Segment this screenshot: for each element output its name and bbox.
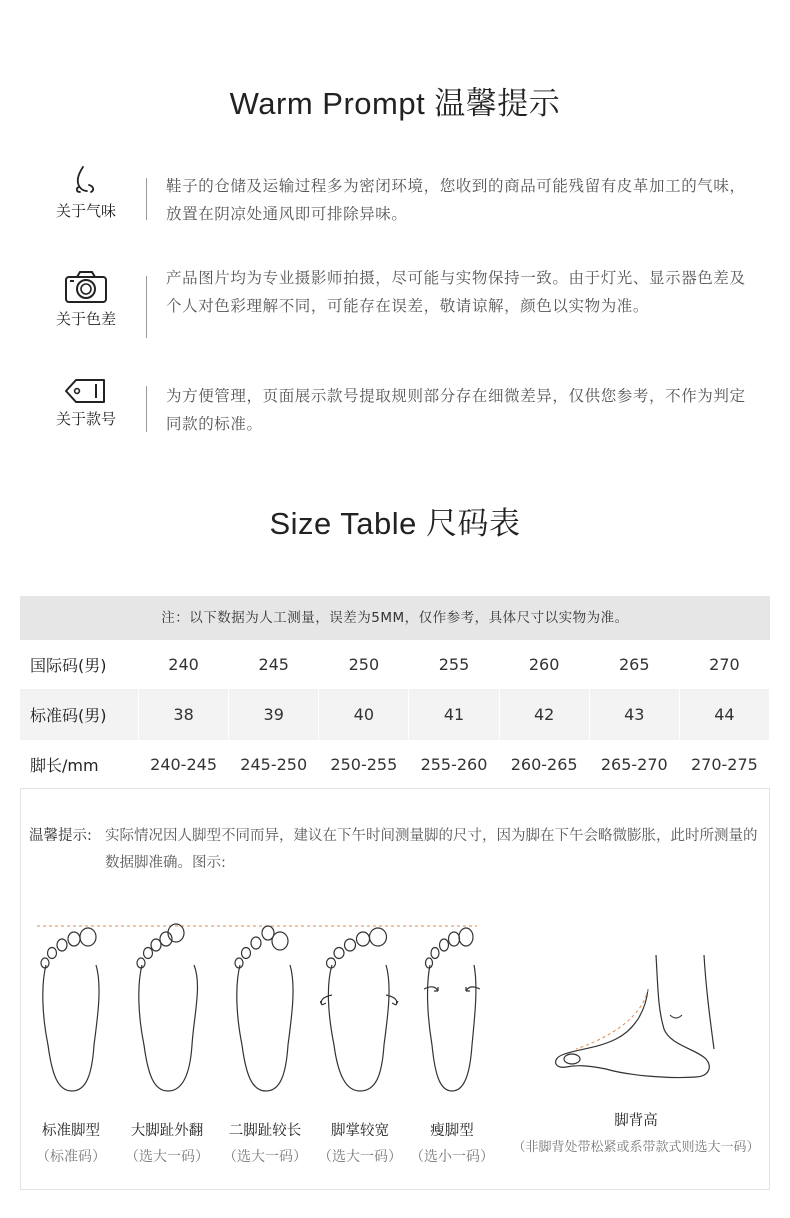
foot-type-advice: （选大一码） [223, 1149, 307, 1165]
foot-type-narrow [407, 925, 497, 1166]
table-cell: 240 [139, 640, 229, 690]
table-cell: 245 [229, 640, 319, 690]
table-cell: 255 [409, 640, 499, 690]
table-cell: 43 [589, 690, 679, 740]
foot-type-high-instep [509, 949, 763, 1155]
foot-tip-head: 温馨提示: [29, 828, 92, 844]
divider [146, 178, 147, 220]
tip-label-color: 关于色差 [55, 310, 116, 328]
table-cell: 270 [679, 640, 769, 690]
foot-type-advice: （非脚背处带松紧或系带款式则选大一码） [512, 1140, 760, 1155]
tip-text-smell: 鞋子的仓储及运输过程多为密闭环境，您收到的商品可能残留有皮革加工的气味，放置在阴凉处通风即可排除异味。 [166, 177, 746, 223]
table-row [20, 640, 770, 690]
table-cell: 39 [229, 690, 319, 740]
table-cell: 255-260 [409, 740, 499, 790]
table-row [20, 690, 770, 740]
table-cell: 265 [589, 640, 679, 690]
tip-icon-model [40, 378, 132, 429]
foot-type-advice: （选小一码） [410, 1149, 494, 1165]
foot-type-name: 大脚趾外翻 [130, 1123, 204, 1139]
table-cell: 44 [679, 690, 769, 740]
foot-type-name: 脚掌较宽 [331, 1123, 389, 1139]
table-row [20, 740, 770, 790]
foot-type-advice: （选大一码） [318, 1149, 402, 1165]
foot-side-view-icon [546, 949, 726, 1095]
tip-text-color: 产品图片均为专业摄影师拍摄，尽可能与实物保持一致。由于灯光、显示器色差及个人对色彩理解不同，可能存在误差，敬请谅解，颜色以实物为准。 [166, 269, 746, 315]
divider [146, 386, 147, 432]
table-cell: 240-245 [139, 740, 229, 790]
table-cell: 40 [319, 690, 409, 740]
row-label: 标准码(男) [20, 690, 139, 740]
table-cell: 270-275 [679, 740, 769, 790]
price-tag-icon [64, 378, 108, 404]
divider [146, 276, 147, 338]
foot-type-bunion [123, 921, 211, 1166]
size-grid [20, 640, 770, 790]
size-table [20, 596, 770, 790]
foot-type-advice: （标准码） [36, 1149, 106, 1165]
foot-guide-tip [29, 823, 764, 877]
foot-outline-icon [36, 925, 106, 1095]
foot-outline-icon [420, 925, 484, 1095]
table-cell: 250-255 [319, 740, 409, 790]
row-label: 国际码(男) [20, 640, 139, 690]
warm-prompt-title: Warm Prompt 温馨提示 [229, 86, 561, 121]
tip-icon-color [40, 270, 132, 329]
foot-type-wide [315, 925, 405, 1166]
tip-label-smell: 关于气味 [55, 202, 116, 220]
table-cell: 260-265 [499, 740, 589, 790]
camera-icon [64, 270, 108, 304]
foot-type-name: 二脚趾较长 [228, 1123, 302, 1139]
table-cell: 265-270 [589, 740, 679, 790]
table-cell: 42 [499, 690, 589, 740]
table-cell: 41 [409, 690, 499, 740]
foot-type-standard [31, 925, 111, 1166]
foot-outline-icon [132, 921, 202, 1095]
foot-type-advice: （选大一码） [125, 1149, 209, 1165]
foot-type-long-second-toe [221, 925, 309, 1166]
foot-outline-icon [320, 925, 400, 1095]
foot-type-name: 脚背高 [614, 1113, 658, 1129]
table-cell: 38 [139, 690, 229, 740]
row-label: 脚长/mm [20, 740, 139, 790]
foot-tip-body: 实际情况因人脚型不同而异，建议在下午时间测量脚的尺寸，因为脚在下午会略微膨胀，此时所测量的数据脚准确。图示: [105, 828, 758, 871]
tip-icon-smell [40, 164, 132, 221]
size-table-title: Size Table 尺码表 [269, 506, 521, 541]
size-note: 注：以下数据为人工测量，误差为5MM，仅作参考，具体尺寸以实物为准。 [20, 596, 770, 640]
nose-icon [69, 164, 103, 196]
foot-type-name: 标准脚型 [42, 1123, 100, 1139]
foot-type-name: 瘦脚型 [430, 1123, 474, 1139]
table-cell: 260 [499, 640, 589, 690]
tip-label-model: 关于款号 [55, 410, 116, 428]
tip-text-model: 为方便管理，页面展示款号提取规则部分存在细微差异，仅供您参考，不作为判定同款的标准。 [166, 387, 746, 433]
foot-outline-icon [230, 925, 300, 1095]
table-cell: 250 [319, 640, 409, 690]
table-cell: 245-250 [229, 740, 319, 790]
foot-guide-panel [20, 788, 770, 1190]
